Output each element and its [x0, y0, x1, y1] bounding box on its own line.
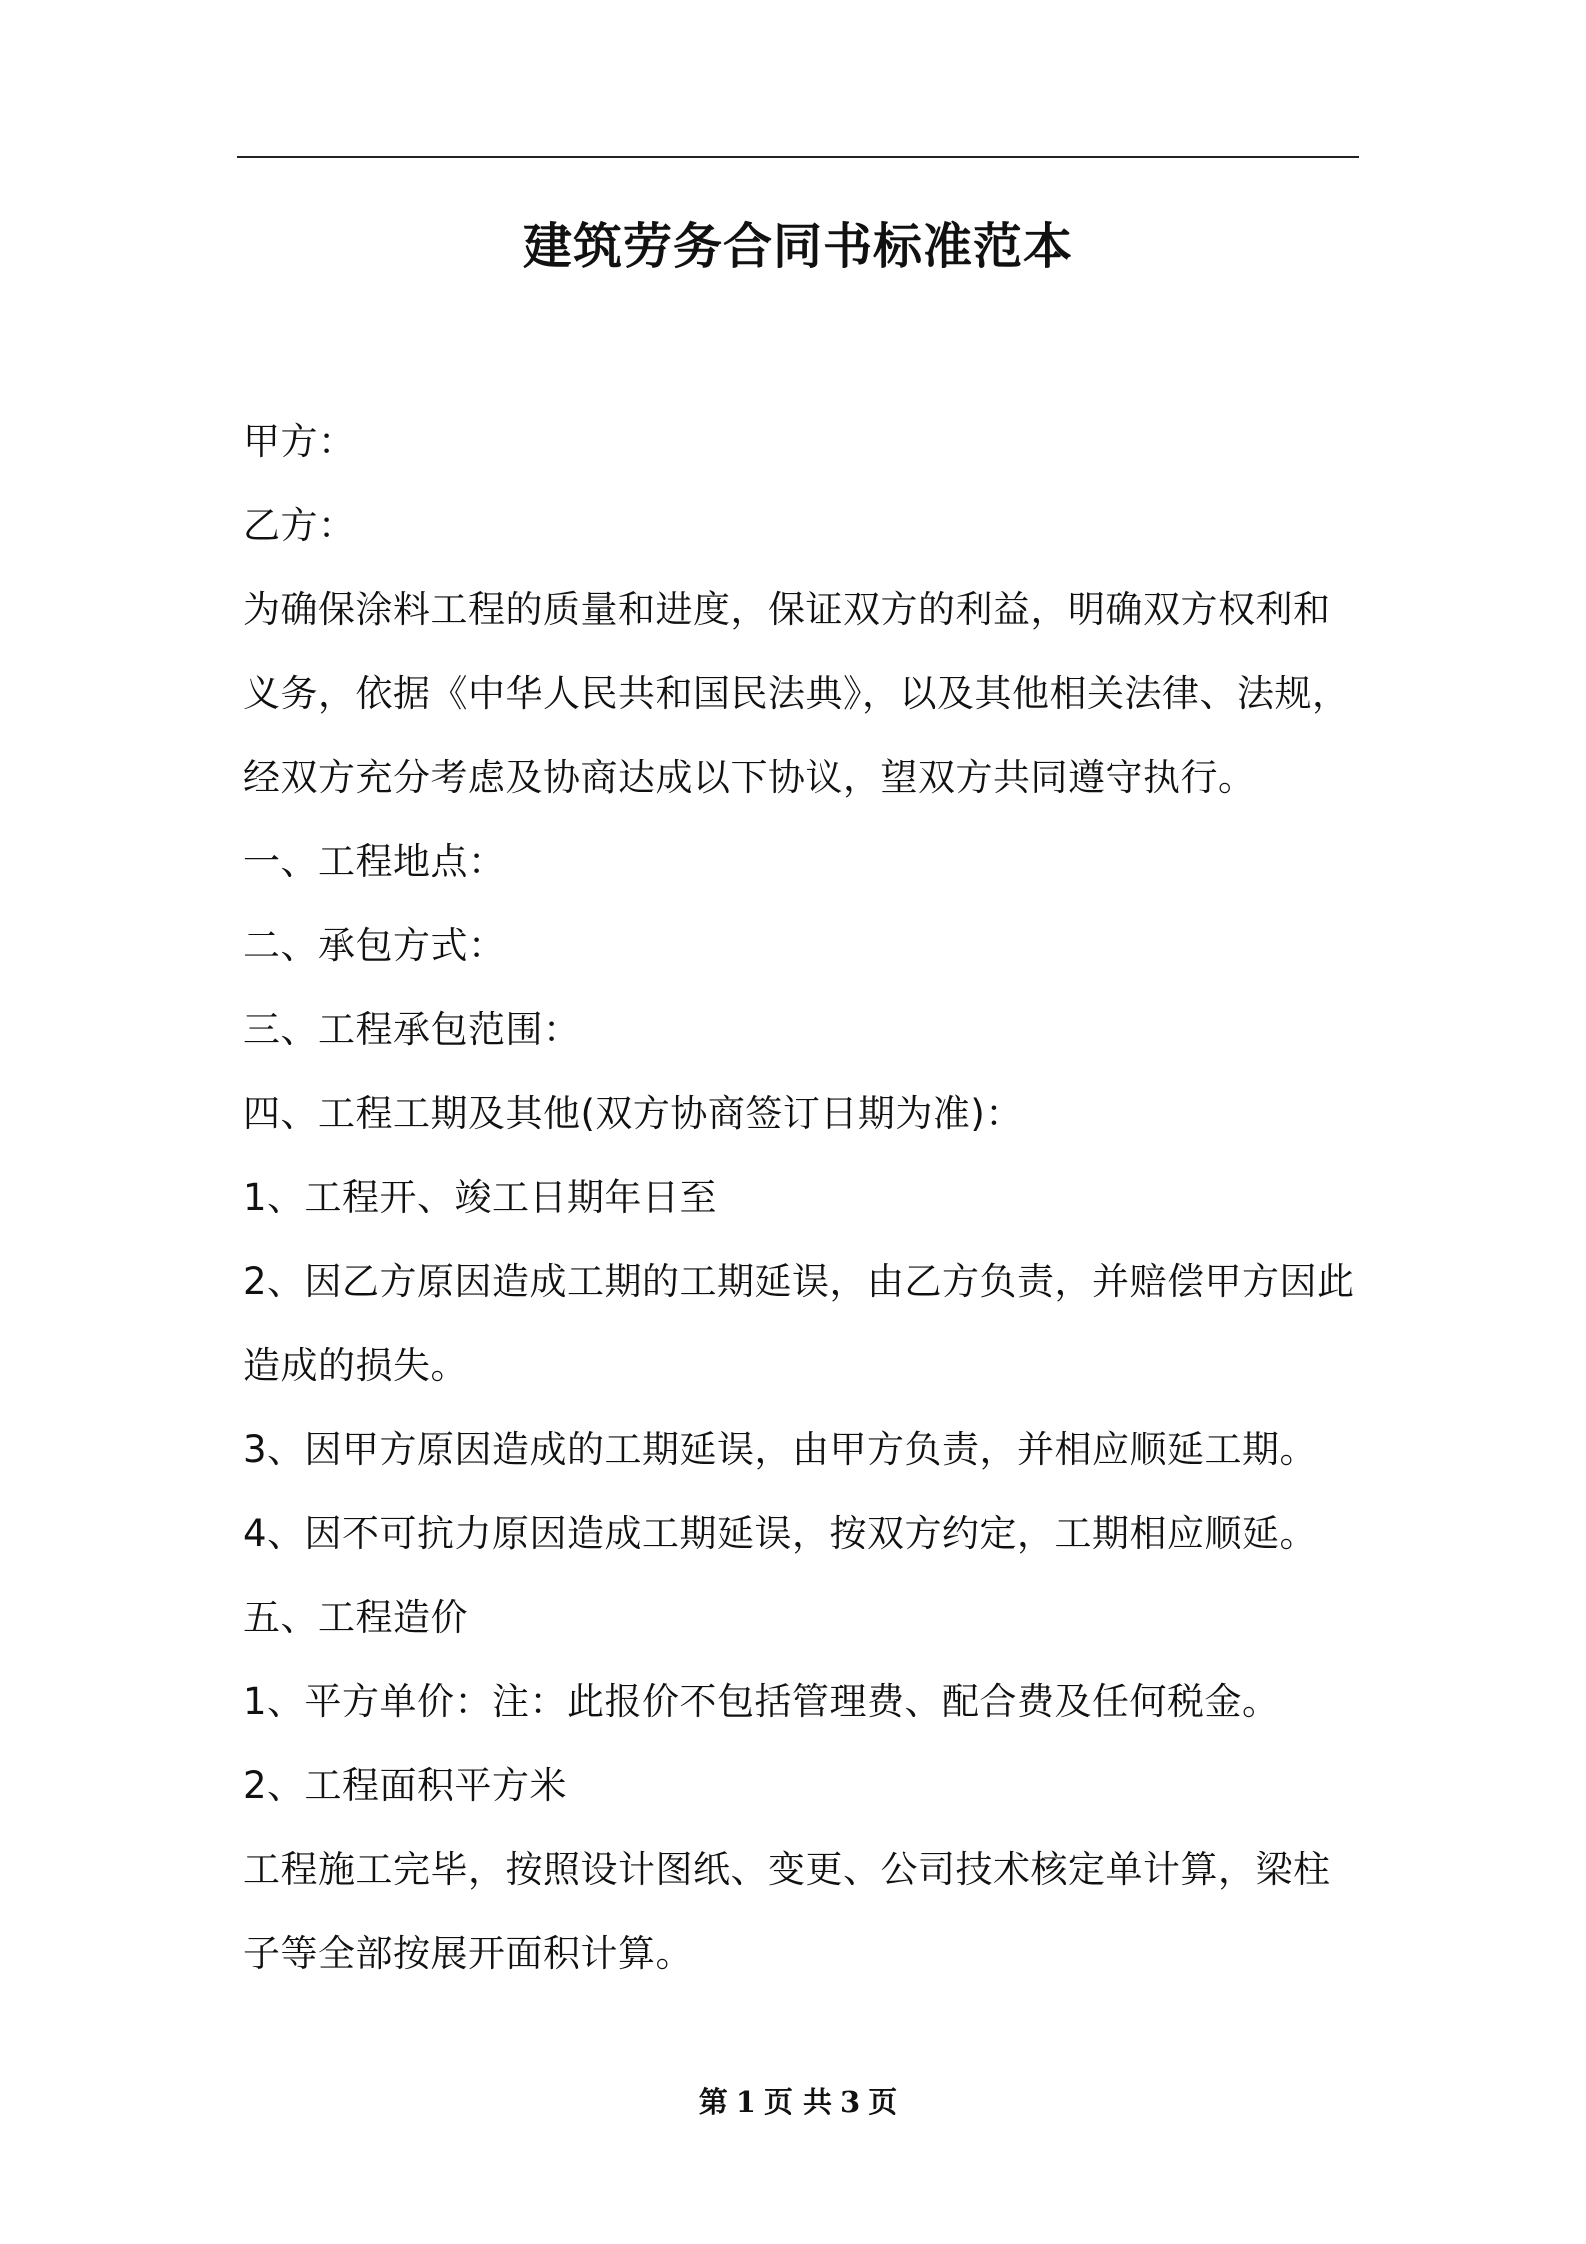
preamble-paragraph: 为确保涂料工程的质量和进度，保证双方的利益，明确双方权利和义务，依据《中华人民共和国民法典》，以及其他相关法律、法规，经双方充分考虑及协商达成以下协议，望双方共同遵守执行。 [243, 588, 1350, 799]
footer-prefix: 第 [698, 2085, 728, 2119]
footer-suffix: 页 [868, 2085, 898, 2119]
clause-4-2: 2、因乙方原因造成工期的工期延误，由乙方负责，并赔偿甲方因此造成的损失。 [243, 1260, 1355, 1387]
footer-total-pages: 3 [840, 2085, 861, 2119]
clause-5-1: 1、平方单价：注：此报价不包括管理费、配合费及任何税金。 [243, 1680, 1280, 1723]
section-3-scope: 三、工程承包范围： [243, 1008, 581, 1051]
document-body [243, 400, 1355, 1996]
party-b-line: 乙方： [243, 504, 356, 547]
clause-4-1: 1、工程开、竣工日期年日至 [243, 1176, 718, 1219]
clause-5-2: 2、工程面积平方米 [243, 1764, 568, 1807]
section-2-contract-method: 二、承包方式： [243, 924, 506, 967]
footer-current-page: 1 [735, 2085, 756, 2119]
section-5-cost: 五、工程造价 [243, 1596, 468, 1639]
clause-4-3: 3、因甲方原因造成的工期延误，由甲方负责，并相应顺延工期。 [243, 1428, 1318, 1471]
footer-middle: 页 共 [763, 2085, 833, 2119]
document-title: 建筑劳务合同书标准范本 [522, 218, 1073, 275]
section-1-location: 一、工程地点： [243, 840, 506, 883]
header-divider [237, 156, 1359, 158]
clause-4-4: 4、因不可抗力原因造成工期延误，按双方约定，工期相应顺延。 [243, 1512, 1318, 1555]
party-a-line: 甲方： [243, 420, 356, 463]
section-4-schedule: 四、工程工期及其他(双方协商签订日期为准)： [243, 1092, 1023, 1135]
settlement-paragraph: 工程施工完毕，按照设计图纸、变更、公司技术核定单计算，梁柱子等全部按展开面积计算。 [243, 1848, 1331, 1975]
page-footer [237, 2080, 1359, 2124]
